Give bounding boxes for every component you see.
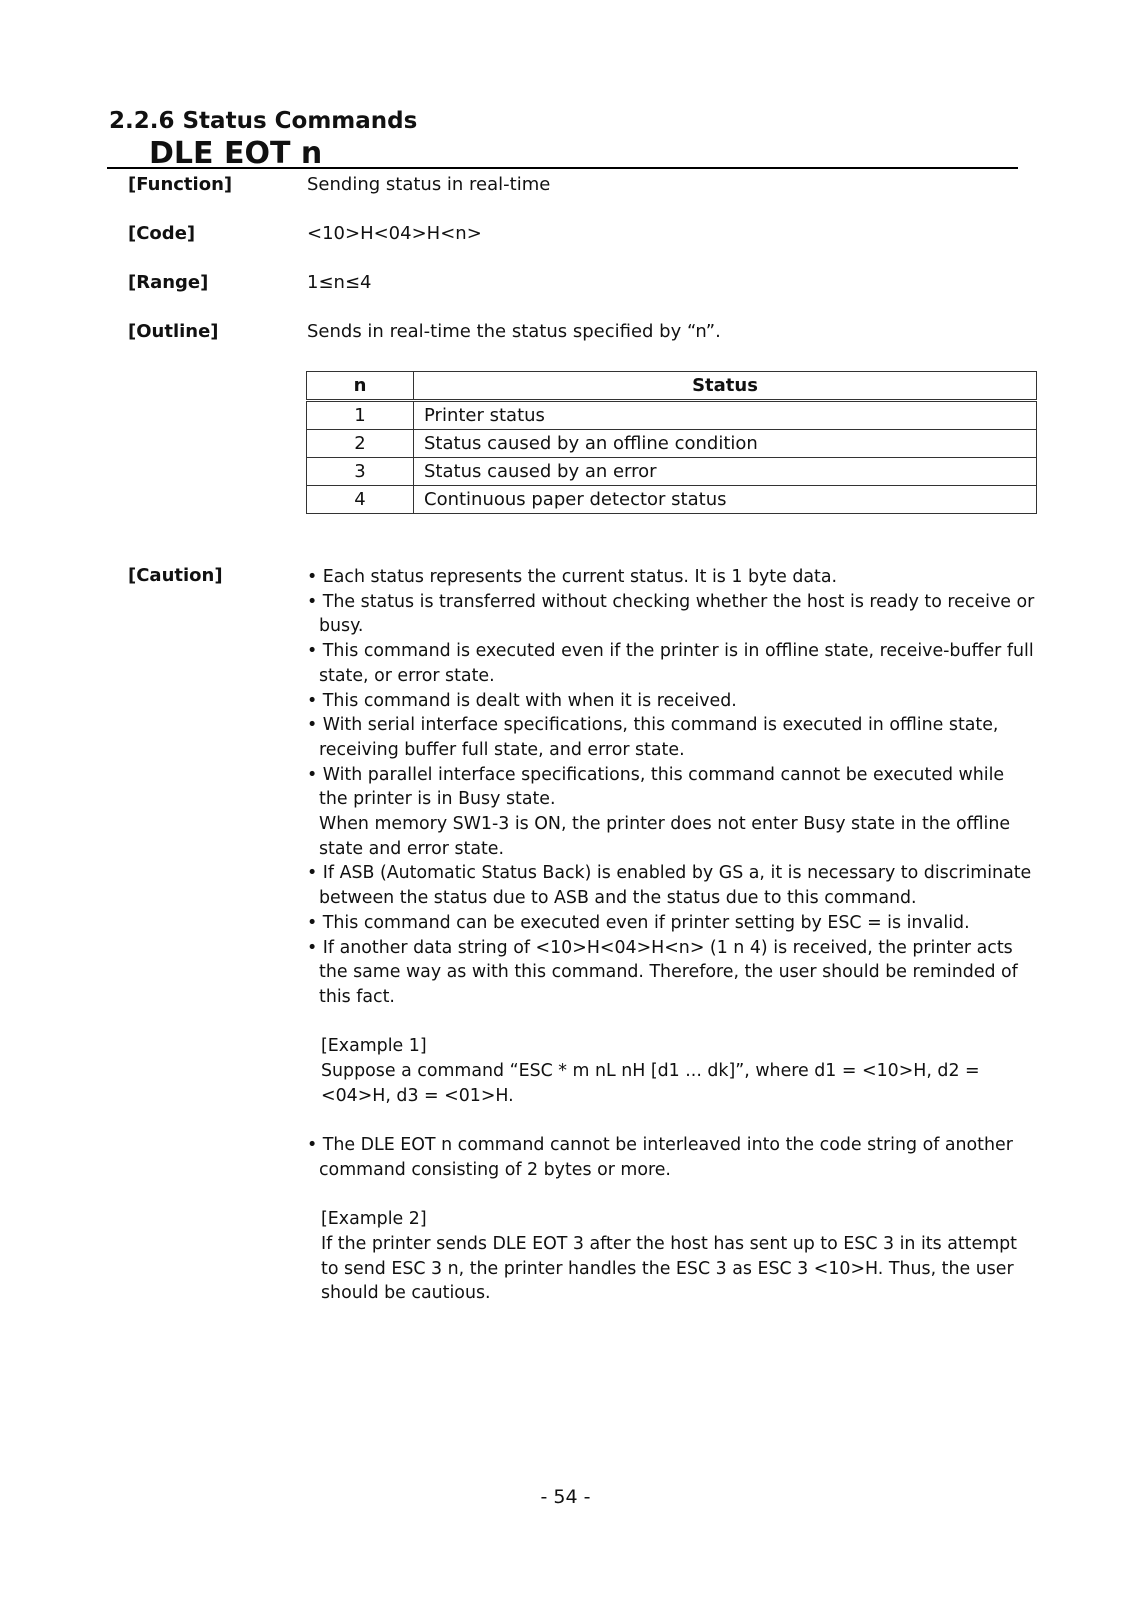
page-number: - 54 - [540, 1486, 591, 1508]
function-label: [Function] [128, 174, 233, 195]
caution-body [307, 565, 1037, 1306]
command-title: DLE EOT n [149, 136, 323, 171]
status-table [306, 371, 1037, 514]
row-status: Status caused by an offline condition [414, 430, 1037, 458]
function-value: Sending status in real-time [307, 174, 551, 195]
table-row [307, 401, 1037, 430]
caution-bullet: • This command is dealt with when it is received. [307, 690, 737, 711]
table-row [307, 458, 1037, 486]
row-status: Printer status [414, 401, 1037, 430]
row-n: 2 [307, 430, 414, 458]
example2-title: [Example 2] [321, 1209, 427, 1230]
table-row [307, 430, 1037, 458]
table-header-row [307, 372, 1037, 401]
row-status: Continuous paper detector status [414, 486, 1037, 514]
caution-bullet: • Each status represents the current status. It is 1 byte data. [307, 567, 838, 587]
table-row [307, 486, 1037, 514]
row-n: 4 [307, 486, 414, 514]
example1-title: [Example 1] [321, 1036, 427, 1057]
caution-bullet: • This command is executed even if the printer is in offline state, receive-buffer full state, or error state. [307, 641, 1034, 686]
caution-bullet: • This command can be executed even if printer setting by ESC = is invalid. [307, 912, 970, 933]
caution-note: When memory SW1-3 is ON, the printer does not enter Busy state in the offline state and error state. [319, 814, 1011, 859]
caution-label: [Caution] [128, 565, 223, 586]
caution-bullet: • With serial interface specifications, this command is executed in offline state, receiving buffer full state, and error state. [307, 715, 999, 760]
code-value: <10>H<04>H<n> [307, 223, 482, 244]
caution-bullet: • The status is transferred without checking whether the host is ready to receive or busy. [307, 591, 1035, 637]
caution-bullet: • The DLE EOT n command cannot be interleaved into the code string of another command consisting of 2 bytes or more. [307, 1135, 1013, 1180]
range-label: [Range] [128, 272, 209, 293]
example1-text: Suppose a command “ESC * m nL nH [d1 ... dk]”, where d1 = <10>H, d2 = <04>H, d3 = <01>H. [321, 1061, 980, 1106]
row-n: 3 [307, 458, 414, 486]
outline-label: [Outline] [128, 321, 219, 342]
header-status: Status [414, 372, 1037, 401]
code-label: [Code] [128, 223, 196, 244]
caution-bullet: • If another data string of <10>H<04>H<n> (1 n 4) is received, the printer acts the same way as with this command. Therefore, the user should be reminded of this fact. [307, 937, 1018, 1007]
header-n: n [307, 372, 414, 401]
title-underline [107, 167, 1018, 169]
row-n: 1 [307, 401, 414, 430]
range-value: 1≤n≤4 [307, 272, 372, 293]
caution-bullet: • With parallel interface specifications, this command cannot be executed while the printer is in Busy state. [307, 764, 1005, 810]
outline-value: Sends in real-time the status specified by “n”. [307, 321, 721, 342]
caution-bullet: • If ASB (Automatic Status Back) is enabled by GS a, it is necessary to discriminate between the status due to ASB and the status due to this command. [307, 863, 1032, 909]
section-title: 2.2.6 Status Commands [109, 108, 418, 134]
row-status: Status caused by an error [414, 458, 1037, 486]
example2-text: If the printer sends DLE EOT 3 after the host has sent up to ESC 3 in its attempt to send ESC 3 n, the printer handles the ESC 3 as ESC 3 <10>H. Thus, the user should be cautious. [321, 1233, 1017, 1304]
